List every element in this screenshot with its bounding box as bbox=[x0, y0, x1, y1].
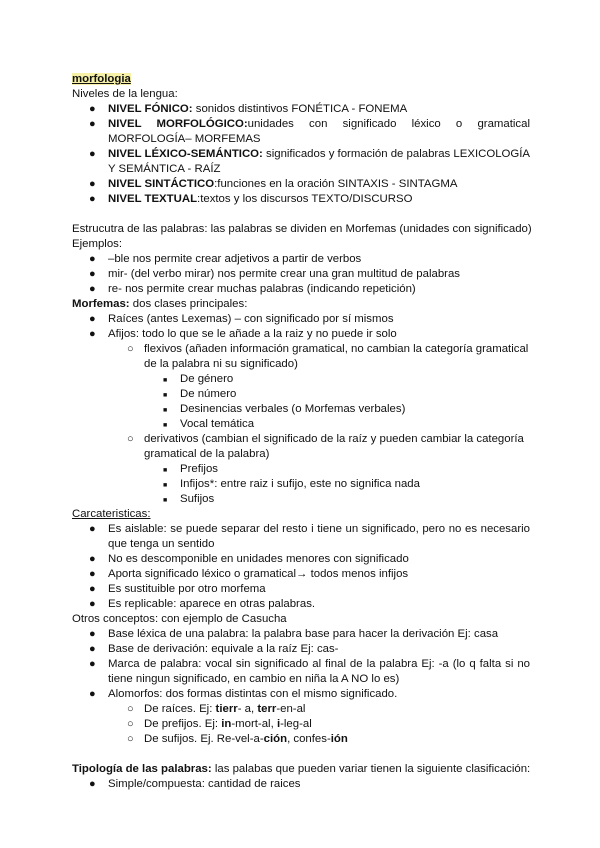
bullet-icon: ● bbox=[89, 523, 96, 535]
list-item: ■ Infijos*: entre raiz i sufijo, este no significa nada bbox=[72, 477, 530, 492]
list-item: ● Base de derivación: equivale a la raíz Ej: cas- bbox=[89, 643, 339, 655]
square-bullet-icon: ■ bbox=[163, 377, 168, 384]
bullet-icon: ● bbox=[89, 283, 96, 295]
bullet-icon: ● bbox=[89, 193, 96, 205]
bullet-icon: ● bbox=[89, 598, 96, 610]
list-item: ● NIVEL LÉXICO-SEMÁNTICO: significados y formación de palabras LEXICOLOGÍA bbox=[89, 148, 531, 160]
list-item: ■ De género bbox=[72, 372, 530, 387]
list-item: ■ De número bbox=[72, 387, 530, 402]
circle-bullet-icon: ○ bbox=[127, 343, 134, 355]
list-item: ○ De sufijos. Ej. Re-vel-a-ción, confes-ión bbox=[127, 733, 348, 745]
caracteristicas-heading: Carcateristicas: bbox=[72, 508, 151, 520]
niveles-intro: Niveles de la lengua: bbox=[72, 88, 178, 100]
bullet-icon: ● bbox=[89, 688, 96, 700]
square-bullet-icon: ■ bbox=[163, 407, 168, 414]
list-item: ● No es descomponible en unidades menores con significado bbox=[89, 553, 409, 565]
bullet-icon: ● bbox=[89, 628, 96, 640]
list-item-continuation: que tenga un sentido bbox=[108, 538, 215, 550]
tipologia-heading: Tipología de las palabras: las palabas que pueden variar tienen la siguiente clasificación: bbox=[72, 763, 531, 775]
list-item: ○ derivativos (cambian el significado de la raíz y pueden cambiar la categoría bbox=[127, 433, 524, 445]
list-item-continuation: Y SEMÁNTICA - RAÍZ bbox=[108, 163, 221, 175]
bullet-icon: ● bbox=[89, 268, 96, 280]
list-item: ■ Prefijos bbox=[72, 462, 530, 477]
list-item-continuation: tiene ningun significado, en cambio en niña la A NO lo es) bbox=[108, 673, 400, 685]
bullet-icon: ● bbox=[89, 643, 96, 655]
bullet-icon: ● bbox=[89, 148, 96, 160]
document-page bbox=[72, 72, 530, 792]
bullet-icon: ● bbox=[89, 553, 96, 565]
list-item: ● mir- (del verbo mirar) nos permite crear una gran multitud de palabras bbox=[89, 268, 460, 280]
list-item: ■ Desinencias verbales (o Morfemas verbales) bbox=[72, 402, 530, 417]
list-item: ● re- nos permite crear muchas palabras (indicando repetición) bbox=[89, 283, 416, 295]
circle-bullet-icon: ○ bbox=[127, 433, 134, 445]
square-bullet-icon: ■ bbox=[163, 467, 168, 474]
list-item: ● Afijos: todo lo que se le añade a la raiz y no puede ir solo bbox=[89, 328, 397, 340]
spacer bbox=[72, 207, 530, 222]
circle-bullet-icon: ○ bbox=[127, 718, 134, 730]
bullet-icon: ● bbox=[89, 253, 96, 265]
list-item: ● NIVEL MORFOLÓGICO:unidades con significado léxico o gramatical bbox=[89, 118, 530, 130]
list-item: ● NIVEL SINTÁCTICO:funciones en la oración SINTAXIS - SINTAGMA bbox=[89, 178, 458, 190]
list-item-continuation: MORFOLOGÍA– MORFEMAS bbox=[108, 133, 261, 145]
square-bullet-icon: ■ bbox=[163, 422, 168, 429]
list-item: ● Marca de palabra: vocal sin significado al final de la palabra Ej: -a (lo q falta si no bbox=[89, 658, 530, 670]
morfemas-heading: Morfemas: dos clases principales: bbox=[72, 298, 248, 310]
list-item: ● NIVEL TEXTUAL:textos y los discursos TEXTO/DISCURSO bbox=[89, 193, 413, 205]
spacer bbox=[72, 747, 530, 762]
bullet-icon: ● bbox=[89, 778, 96, 790]
list-item: ● NIVEL FÓNICO: sonidos distintivos FONÉTICA - FONEMA bbox=[89, 103, 408, 115]
square-bullet-icon: ■ bbox=[163, 497, 168, 504]
list-item: ■ Vocal temática bbox=[72, 417, 530, 432]
list-item: ● Raíces (antes Lexemas) – con significado por sí mismos bbox=[89, 313, 394, 325]
list-item: ● Es aislable: se puede separar del resto i tiene un significado, pero no es necesario bbox=[89, 523, 530, 535]
square-bullet-icon: ■ bbox=[163, 392, 168, 399]
title-line bbox=[72, 72, 530, 87]
list-item: ● Es replicable: aparece en otras palabras. bbox=[89, 598, 316, 610]
circle-bullet-icon: ○ bbox=[127, 703, 134, 715]
page-title: morfologia bbox=[72, 73, 131, 85]
list-item-continuation: de la palabra ni su significado) bbox=[144, 358, 298, 370]
square-bullet-icon: ■ bbox=[163, 482, 168, 489]
estructura-text: Estrucutra de las palabras: las palabras se dividen en Morfemas (unidades con significado) bbox=[72, 223, 532, 235]
otros-heading: Otros conceptos: con ejemplo de Casucha bbox=[72, 613, 287, 625]
circle-bullet-icon: ○ bbox=[127, 733, 134, 745]
ejemplos-label: Ejemplos: bbox=[72, 238, 123, 250]
bullet-icon: ● bbox=[89, 178, 96, 190]
list-item: ● –ble nos permite crear adjetivos a partir de verbos bbox=[89, 253, 362, 265]
bullet-icon: ● bbox=[89, 583, 96, 595]
bullet-icon: ● bbox=[89, 313, 96, 325]
list-item: ○ De prefijos. Ej: in-mort-al, i-leg-al bbox=[127, 718, 312, 730]
list-item: ● Aporta significado léxico o gramatical→ todos menos infijos bbox=[89, 568, 409, 580]
bullet-icon: ● bbox=[89, 118, 96, 130]
list-item-continuation: gramatical de la palabra) bbox=[144, 448, 270, 460]
list-item: ● Alomorfos: dos formas distintas con el mismo significado. bbox=[89, 688, 398, 700]
list-item: ● Es sustituible por otro morfema bbox=[89, 583, 266, 595]
bullet-icon: ● bbox=[89, 568, 96, 580]
bullet-icon: ● bbox=[89, 103, 96, 115]
list-item: ■ Sufijos bbox=[72, 492, 530, 507]
list-item: ○ De raíces. Ej: tierr- a, terr-en-al bbox=[127, 703, 306, 715]
list-item: ● Simple/compuesta: cantidad de raices bbox=[89, 778, 301, 790]
list-item: ● Base léxica de una palabra: la palabra base para hacer la derivación Ej: casa bbox=[89, 628, 499, 640]
list-item: ○ flexivos (añaden información gramatical, no cambian la categoría gramatical bbox=[127, 343, 529, 355]
bullet-icon: ● bbox=[89, 658, 96, 670]
bullet-icon: ● bbox=[89, 328, 96, 340]
